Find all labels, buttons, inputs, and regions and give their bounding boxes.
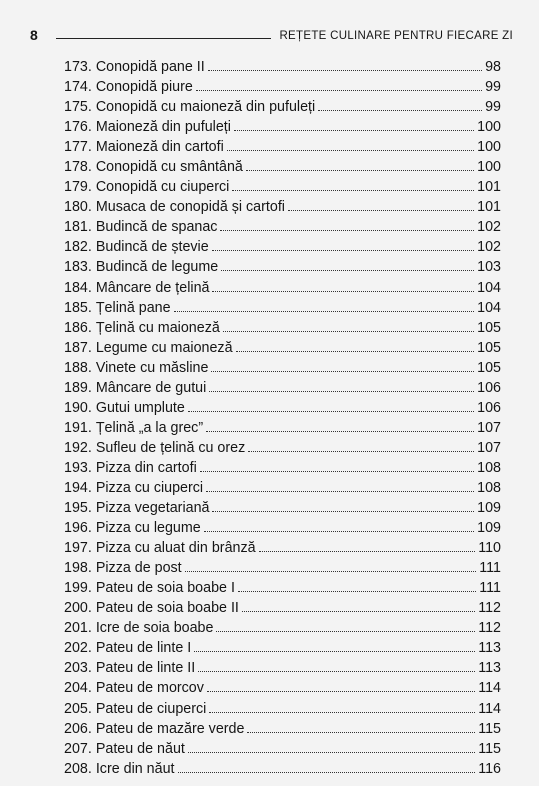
dot-leader — [209, 712, 475, 713]
toc-entry-title: Pateu de morcov — [95, 680, 204, 697]
toc-entry-title: Pateu de linte II — [95, 660, 196, 677]
toc-entry-number: 195. — [64, 500, 92, 517]
toc-entry-title: Icre din năut — [95, 760, 175, 777]
toc-entry-page: 99 — [485, 99, 501, 116]
dot-leader — [178, 772, 476, 773]
dot-leader — [212, 511, 474, 512]
toc-entry-title: Icre de soia boabe — [95, 620, 214, 637]
toc-entry-page: 109 — [477, 520, 501, 537]
toc-entry-number: 174. — [64, 79, 92, 96]
toc-entry-title: Pateu de soia boabe II — [95, 600, 239, 617]
toc-entry-title: Conopidă pane II — [95, 59, 205, 75]
dot-leader — [200, 471, 474, 472]
toc-entry-page: 111 — [479, 560, 501, 577]
toc-entry — [64, 478, 501, 498]
dot-leader — [212, 291, 474, 292]
toc-entry-number: 179. — [64, 179, 92, 196]
toc-entry-page: 116 — [478, 760, 501, 777]
dot-leader — [206, 491, 474, 492]
toc-entry — [64, 558, 501, 578]
dot-leader — [188, 411, 474, 412]
toc-entry-number: 200. — [64, 600, 92, 617]
toc-entry-number: 189. — [64, 379, 92, 396]
toc-entry-page: 115 — [478, 720, 501, 737]
toc-entry-number: 203. — [64, 660, 92, 677]
toc-entry-title: Pateu de năut — [95, 740, 185, 757]
dot-leader — [220, 230, 474, 231]
toc-entry-title: Maioneză din pufuleți — [95, 119, 231, 136]
toc-entry-title: Budincă de ștevie — [95, 239, 209, 256]
toc-entry — [64, 257, 501, 277]
toc-entry — [64, 498, 501, 518]
running-title: REȚETE CULINARE PENTRU FIECARE ZI — [279, 29, 513, 42]
toc-entry-page: 109 — [477, 500, 501, 517]
toc-entry-title: Conopidă cu maioneză din pufuleți — [95, 99, 316, 116]
toc-entry — [64, 638, 501, 658]
toc-entry — [64, 157, 501, 177]
dot-leader — [206, 431, 474, 432]
toc-entry — [64, 97, 501, 117]
toc-entry — [64, 699, 501, 719]
dot-leader — [246, 170, 474, 171]
dot-leader — [208, 70, 482, 71]
dot-leader — [221, 270, 474, 271]
toc-entry-page: 99 — [485, 79, 501, 96]
dot-leader — [211, 371, 474, 372]
dot-leader — [318, 110, 482, 111]
dot-leader — [288, 210, 474, 211]
toc-entry — [64, 739, 501, 759]
toc-entry-page: 100 — [477, 159, 501, 176]
toc-entry-page: 100 — [477, 119, 501, 136]
toc-entry-title: Mâncare de țelină — [95, 279, 210, 296]
toc-entry-title: Țelină cu maioneză — [95, 319, 220, 336]
toc-entry-title: Pateu de ciuperci — [95, 700, 207, 717]
toc-entry-number: 190. — [64, 399, 92, 416]
toc-entry — [64, 759, 501, 779]
toc-entry-title: Sufleu de țelină cu orez — [95, 439, 246, 456]
toc-entry — [64, 618, 501, 638]
toc-entry-title: Țelină „a la grec” — [95, 419, 204, 436]
toc-entry-page: 105 — [477, 359, 501, 376]
toc-entry-number: 182. — [64, 239, 92, 256]
toc-entry-number: 177. — [64, 139, 92, 156]
toc-entry-number: 194. — [64, 479, 92, 496]
toc-entry-number: 196. — [64, 520, 92, 537]
dot-leader — [194, 651, 475, 652]
toc-entry-page: 108 — [477, 479, 501, 496]
toc-entry-page: 110 — [478, 540, 501, 557]
toc-entry — [64, 598, 501, 618]
toc-entry-page: 105 — [477, 319, 501, 336]
toc-entry-number: 206. — [64, 720, 92, 737]
toc-entry-title: Țelină pane — [95, 299, 171, 316]
toc-entry-page: 101 — [477, 199, 501, 216]
toc-entry-page: 100 — [477, 139, 501, 156]
toc-entry-page: 102 — [477, 239, 501, 256]
toc-entry — [64, 338, 501, 358]
table-of-contents — [64, 57, 501, 779]
toc-entry-number: 191. — [64, 419, 92, 436]
toc-entry-page: 105 — [477, 339, 501, 356]
page-header — [30, 20, 513, 42]
toc-entry-page: 113 — [478, 640, 501, 657]
toc-entry-number: 176. — [64, 119, 92, 136]
toc-entry-title: Pateu de soia boabe I — [95, 580, 235, 597]
toc-entry-number: 184. — [64, 279, 92, 296]
dot-leader — [188, 752, 475, 753]
toc-entry-number: 175. — [64, 99, 92, 116]
toc-entry-number: 199. — [64, 580, 92, 597]
toc-entry-page: 107 — [477, 419, 501, 436]
toc-entry-title: Pizza de post — [95, 560, 182, 577]
toc-entry-title: Maioneză din cartofi — [95, 139, 224, 156]
toc-entry — [64, 197, 501, 217]
toc-entry — [64, 438, 501, 458]
toc-entry-number: 180. — [64, 199, 92, 216]
dot-leader — [174, 311, 475, 312]
toc-entry-page: 114 — [478, 700, 501, 717]
toc-entry-title: Pizza din cartofi — [95, 459, 197, 476]
toc-entry-number: 202. — [64, 640, 92, 657]
toc-entry-title: Conopidă cu smântână — [95, 159, 243, 176]
toc-entry-title: Mâncare de gutui — [95, 379, 207, 396]
dot-leader — [259, 551, 476, 552]
dot-leader — [232, 190, 474, 191]
toc-entry-title: Budincă de spanac — [95, 219, 218, 236]
toc-entry — [64, 217, 501, 237]
toc-entry-number: 173. — [64, 59, 92, 75]
toc-entry-title: Legume cu maioneză — [95, 339, 233, 356]
toc-entry-number: 192. — [64, 439, 92, 456]
toc-entry-number: 193. — [64, 459, 92, 476]
toc-entry — [64, 137, 501, 157]
toc-entry-page: 115 — [478, 740, 501, 757]
toc-entry-page: 98 — [485, 59, 501, 75]
toc-entry-page: 106 — [477, 379, 501, 396]
toc-entry-page: 112 — [478, 600, 501, 617]
toc-entry-title: Pizza cu legume — [95, 520, 201, 537]
toc-entry-page: 113 — [478, 660, 501, 677]
toc-entry-page: 107 — [477, 439, 501, 456]
toc-entry-page: 108 — [477, 459, 501, 476]
toc-entry-title: Pateu de mazăre verde — [95, 720, 245, 737]
dot-leader — [223, 331, 474, 332]
toc-entry — [64, 318, 501, 338]
toc-entry-number: 207. — [64, 740, 92, 757]
toc-entry-title: Gutui umplute — [95, 399, 185, 416]
toc-entry-page: 104 — [477, 299, 501, 316]
toc-entry — [64, 378, 501, 398]
toc-entry — [64, 117, 501, 137]
toc-entry — [64, 458, 501, 478]
toc-entry-number: 204. — [64, 680, 92, 697]
dot-leader — [198, 671, 475, 672]
dot-leader — [212, 250, 474, 251]
toc-entry — [64, 237, 501, 257]
toc-entry — [64, 418, 501, 438]
toc-entry — [64, 658, 501, 678]
dot-leader — [247, 732, 475, 733]
toc-entry-page: 106 — [477, 399, 501, 416]
toc-entry-number: 183. — [64, 259, 92, 276]
toc-entry-number: 197. — [64, 540, 92, 557]
toc-entry — [64, 278, 501, 298]
toc-entry — [64, 358, 501, 378]
toc-entry-page: 111 — [479, 580, 501, 597]
toc-entry-number: 185. — [64, 299, 92, 316]
toc-entry-page: 104 — [477, 279, 501, 296]
toc-entry-page: 101 — [477, 179, 501, 196]
toc-entry — [64, 518, 501, 538]
dot-leader — [227, 150, 474, 151]
dot-leader — [248, 451, 474, 452]
toc-entry-number: 178. — [64, 159, 92, 176]
toc-entry-number: 188. — [64, 359, 92, 376]
toc-entry — [64, 678, 501, 698]
toc-entry — [64, 719, 501, 739]
toc-entry — [64, 177, 501, 197]
toc-entry-number: 201. — [64, 620, 92, 637]
toc-entry — [64, 538, 501, 558]
toc-entry-title: Budincă de legume — [95, 259, 219, 276]
header-rule — [56, 38, 272, 39]
toc-entry-title: Conopidă cu ciuperci — [95, 179, 230, 196]
toc-entry — [64, 398, 501, 418]
toc-entry — [64, 77, 501, 97]
toc-entry-title: Vinete cu măsline — [95, 359, 209, 376]
toc-entry-title: Pizza vegetariană — [95, 500, 210, 517]
toc-entry-number: 181. — [64, 219, 92, 236]
page-number: 8 — [30, 27, 38, 43]
toc-entry-number: 187. — [64, 339, 92, 356]
toc-entry-number: 205. — [64, 700, 92, 717]
toc-entry-page: 102 — [477, 219, 501, 236]
dot-leader — [196, 90, 482, 91]
toc-entry-page: 103 — [477, 259, 501, 276]
dot-leader — [209, 391, 474, 392]
dot-leader — [242, 611, 475, 612]
dot-leader — [236, 351, 475, 352]
dot-leader — [216, 631, 475, 632]
toc-entry-title: Pizza cu aluat din brânză — [95, 540, 256, 557]
toc-entry — [64, 298, 501, 318]
toc-entry-page: 114 — [478, 680, 501, 697]
dot-leader — [234, 130, 474, 131]
dot-leader — [207, 691, 475, 692]
toc-entry — [64, 578, 501, 598]
toc-entry-page: 112 — [478, 620, 501, 637]
toc-entry-number: 186. — [64, 319, 92, 336]
toc-entry-title: Musaca de conopidă și cartofi — [95, 199, 285, 216]
toc-entry-title: Pizza cu ciuperci — [95, 479, 204, 496]
dot-leader — [238, 591, 476, 592]
toc-entry-title: Conopidă piure — [95, 79, 193, 96]
toc-entry-number: 208. — [64, 760, 92, 777]
toc-entry-title: Pateu de linte I — [95, 640, 192, 657]
toc-entry — [64, 57, 501, 77]
toc-entry-number: 198. — [64, 560, 92, 577]
dot-leader — [204, 531, 474, 532]
dot-leader — [185, 571, 477, 572]
